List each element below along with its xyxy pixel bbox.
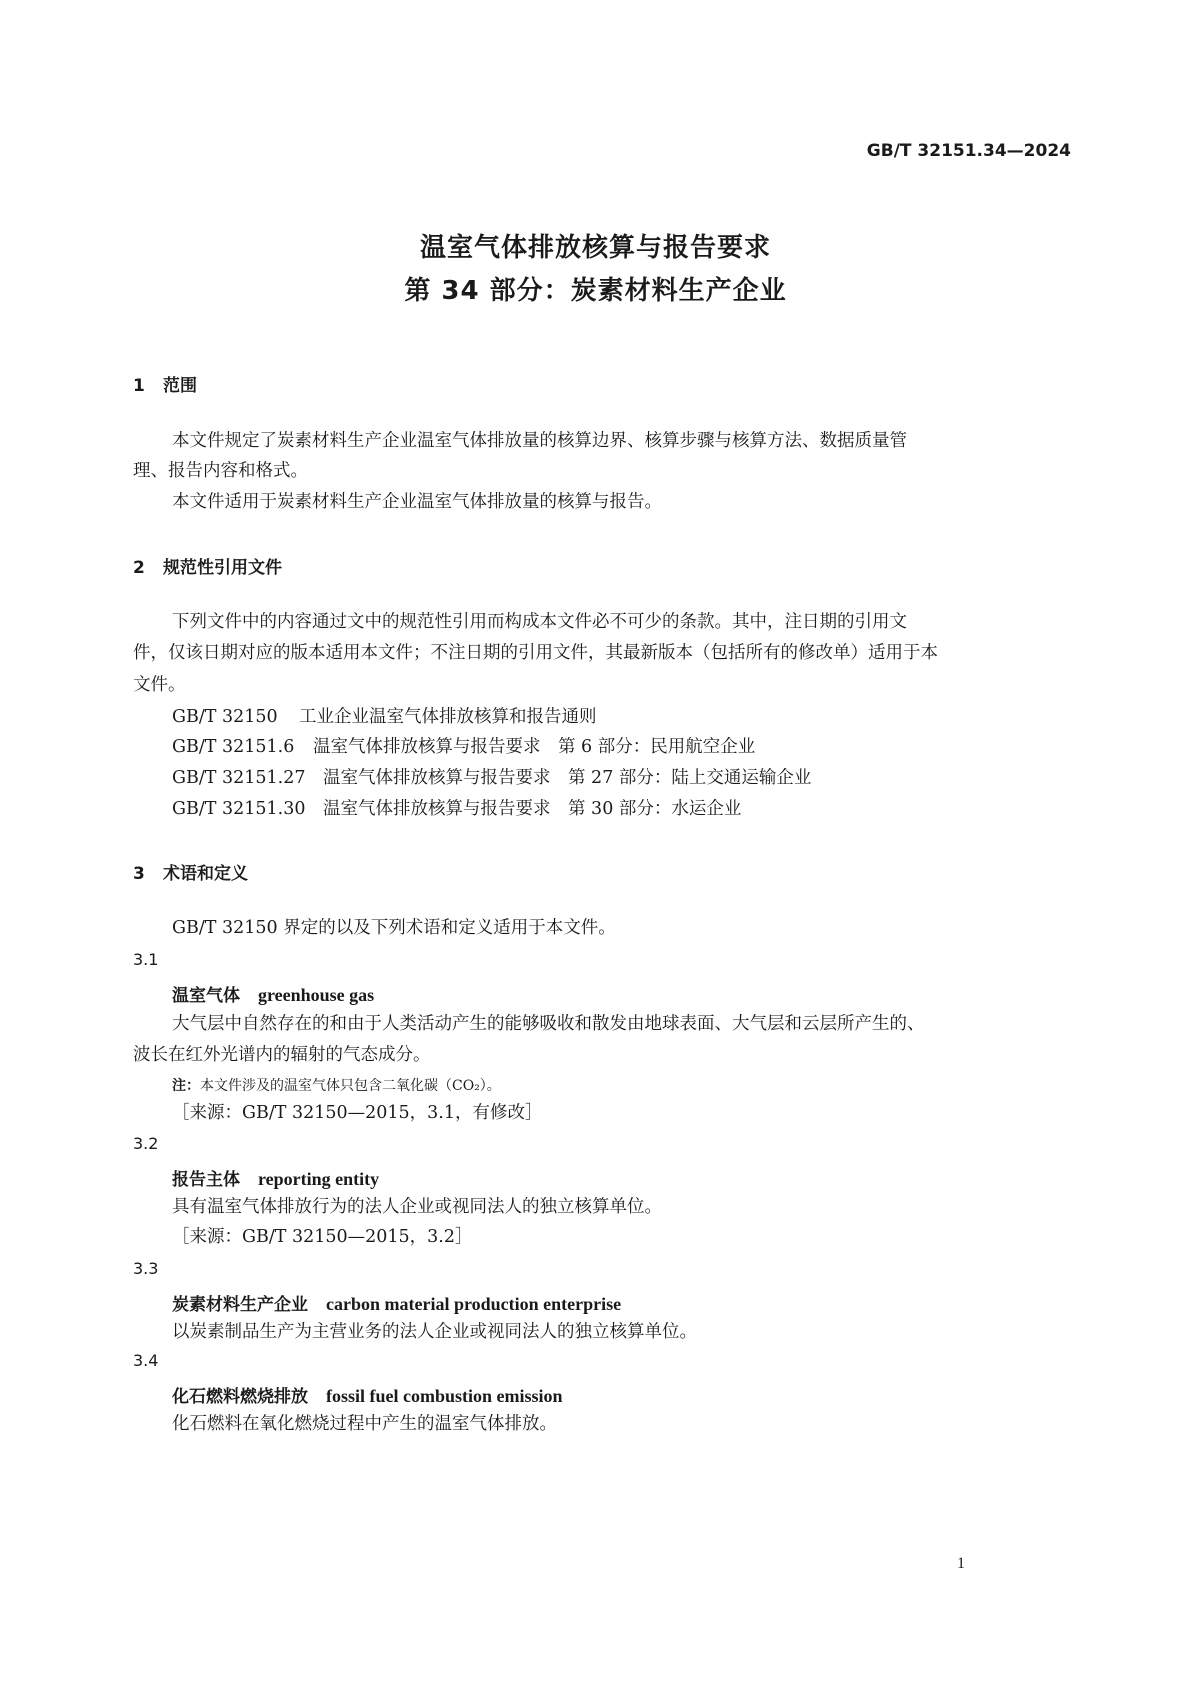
page-number: 1 [957,1555,965,1572]
document-number: GB/T 32151.34—2024 [866,141,1071,161]
s2-para-line2: 件，仅该日期对应的版本适用本文件；不注日期的引用文件，其最新版本（包括所有的修改单）适用于本 [133,643,938,663]
term-heading [172,1290,621,1315]
s2-para-line3: 文件。 [133,675,186,695]
reference-code: GB/T 32151.6 [172,737,295,757]
section-number: 1 [133,376,145,396]
reference-title: 工业企业温室气体排放核算和报告通则 [299,707,597,727]
reference-title: 温室气体排放核算与报告要求 第 30 部分：水运企业 [323,799,742,819]
term-cn: 化石燃料燃烧排放 [172,1387,308,1407]
section-title: 术语和定义 [163,864,248,884]
term-heading [172,981,374,1006]
section-3-heading [133,859,248,884]
section-number: 3 [133,864,145,884]
reference-item [172,766,811,790]
term-heading [172,1382,563,1407]
term-en: reporting entity [258,1169,380,1189]
term-heading [172,1165,379,1190]
s2-para-line1: 下列文件中的内容通过文中的规范性引用而构成本文件必不可少的条款。其中，注日期的引用文 [172,612,907,632]
term-en: greenhouse gas [258,985,375,1005]
term-source: ［来源：GB/T 32150—2015，3.2］ [172,1227,473,1247]
term-source: ［来源：GB/T 32150—2015，3.1，有修改］ [172,1103,543,1123]
term-cn: 温室气体 [172,986,240,1006]
section-title: 范围 [163,376,197,396]
section-number: 2 [133,558,145,578]
s1-para1-line1: 本文件规定了炭素材料生产企业温室气体排放量的核算边界、核算步骤与核算方法、数据质量管 [172,431,907,451]
term-number: 3.1 [133,950,159,969]
s3-intro: GB/T 32150 界定的以及下列术语和定义适用于本文件。 [172,918,616,938]
reference-item [172,735,755,759]
term-definition-line2: 波长在红外光谱内的辐射的气态成分。 [133,1045,431,1065]
term-number: 3.4 [133,1351,159,1370]
reference-code: GB/T 32151.30 [172,799,306,819]
term-definition-line1: 大气层中自然存在的和由于人类活动产生的能够吸收和散发由地球表面、大气层和云层所产生的、 [172,1014,925,1034]
s1-para2: 本文件适用于炭素材料生产企业温室气体排放量的核算与报告。 [172,492,662,512]
term-definition-line1: 具有温室气体排放行为的法人企业或视同法人的独立核算单位。 [172,1197,662,1217]
reference-item [172,705,597,729]
term-number: 3.2 [133,1134,159,1153]
reference-item [172,797,741,821]
reference-code: GB/T 32150 [172,707,278,727]
title-line-2: 第 34 部分：炭素材料生产企业 [404,276,787,306]
title-line-1: 温室气体排放核算与报告要求 [419,233,771,263]
note-text: 本文件涉及的温室气体只包含二氧化碳（CO₂）。 [200,1078,501,1094]
term-cn: 炭素材料生产企业 [172,1295,308,1315]
term-cn: 报告主体 [172,1170,240,1190]
section-title: 规范性引用文件 [163,558,282,578]
section-2-heading [133,553,282,578]
term-en: fossil fuel combustion emission [326,1386,563,1406]
note-label: 注： [172,1078,200,1094]
s1-para1-line2: 理、报告内容和格式。 [133,461,308,481]
reference-title: 温室气体排放核算与报告要求 第 27 部分：陆上交通运输企业 [323,768,812,788]
section-1-heading [133,371,197,396]
term-definition-line1: 化石燃料在氧化燃烧过程中产生的温室气体排放。 [172,1414,557,1434]
term-en: carbon material production enterprise [326,1294,622,1314]
term-number: 3.3 [133,1259,159,1278]
reference-title: 温室气体排放核算与报告要求 第 6 部分：民用航空企业 [313,737,756,757]
reference-code: GB/T 32151.27 [172,768,306,788]
term-note [172,1075,501,1095]
term-definition-line1: 以炭素制品生产为主营业务的法人企业或视同法人的独立核算单位。 [172,1322,697,1342]
